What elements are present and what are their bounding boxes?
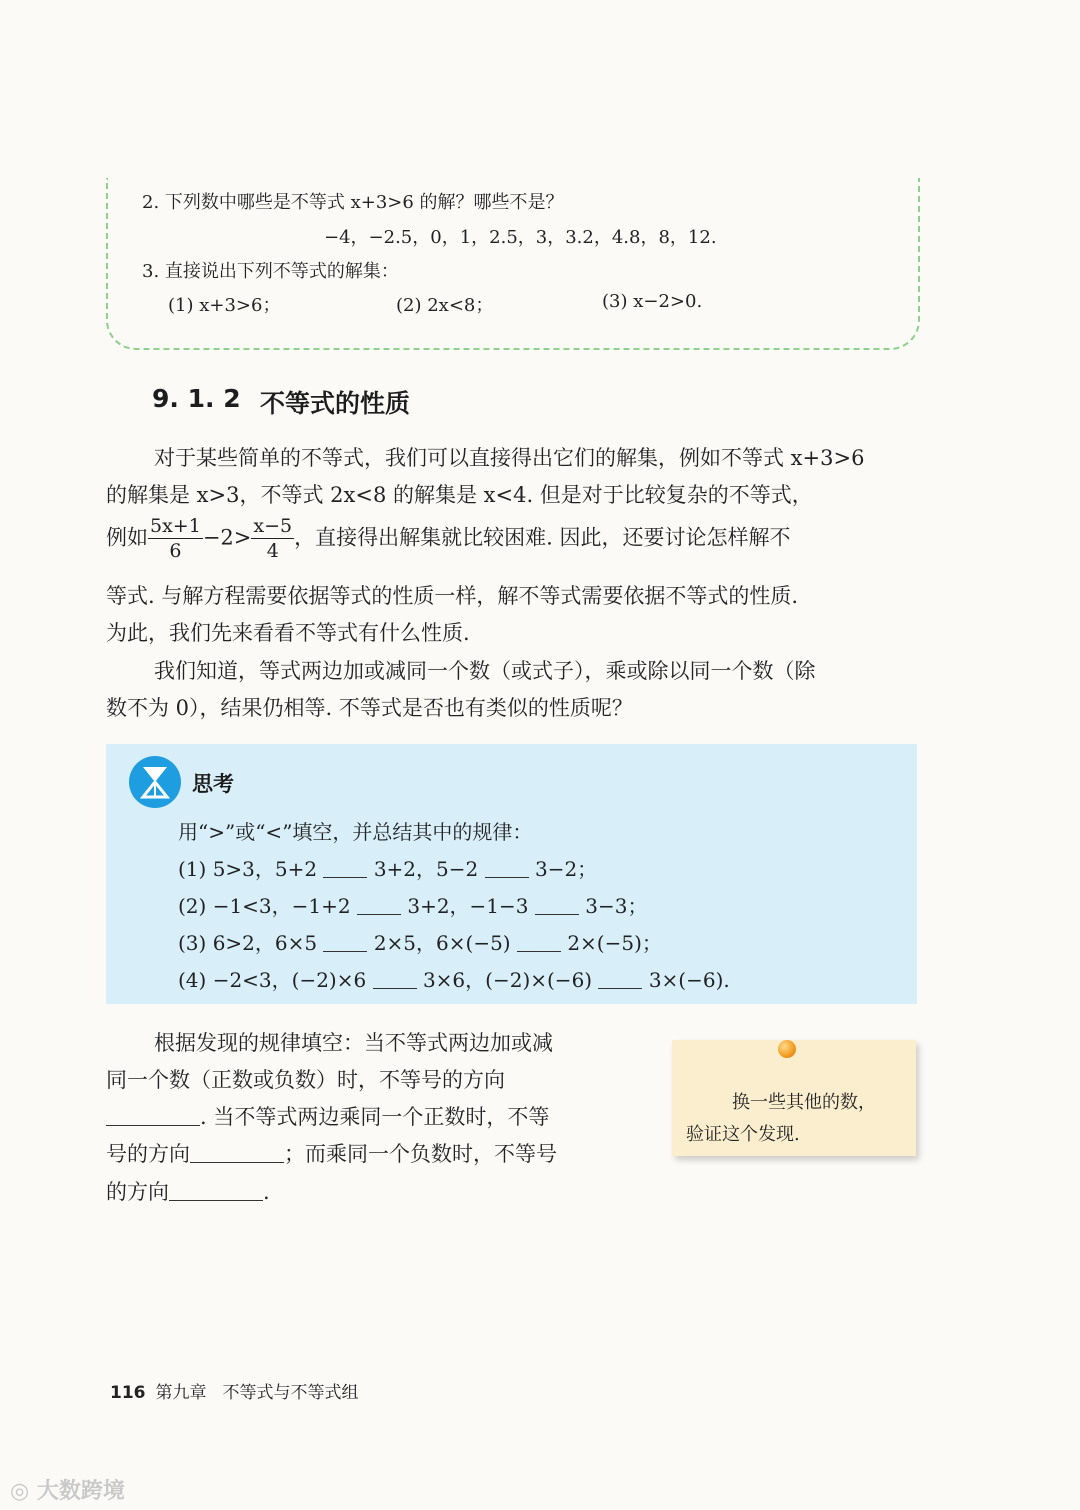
blank-fill-3	[169, 1179, 263, 1201]
think-item-1	[178, 853, 597, 882]
body-line-3-pre: 例如	[106, 525, 148, 550]
note-line-2: 验证这个发现.	[686, 1124, 800, 1145]
blank-2a	[357, 894, 401, 915]
think-item-1-c: 3−2；	[534, 857, 598, 881]
page-footer	[110, 1378, 359, 1403]
exercise-3-part-1: (1) x+3>6；	[168, 295, 281, 316]
fill-line-5-a: 的方向	[106, 1180, 169, 1204]
section-title: 不等式的性质	[260, 389, 411, 418]
fraction-2-numerator: x−5	[253, 515, 293, 537]
fill-line-4	[106, 1138, 557, 1168]
watermark-logo-icon: ◎	[10, 1479, 37, 1504]
think-item-3-c: 2×(−5)；	[567, 931, 662, 955]
body-line-4: 等式. 与解方程需要依据等式的性质一样，解不等式需要依据不等式的性质.	[106, 584, 799, 608]
blank-3b	[517, 931, 561, 952]
body-line-6: 我们知道，等式两边加或减同一个数（或式子），乘或除以同一个数（除	[154, 659, 816, 683]
think-item-1-a: (1) 5>3，5+2	[178, 857, 318, 881]
body-line-7: 数不为 0），结果仍相等. 不等式是否也有类似的性质呢？	[106, 696, 633, 720]
think-item-1-b: 3+2，5−2	[373, 857, 479, 881]
fill-line-5	[106, 1176, 270, 1206]
body-line-3	[106, 517, 790, 561]
think-item-4-c: 3×(−6).	[648, 968, 730, 992]
exercise-3-part-2: (2) 2x<8；	[396, 295, 494, 316]
watermark-text: 大数跨境	[36, 1479, 125, 1504]
fill-line-4-b: ；而乘同一个负数时，不等号	[284, 1142, 557, 1166]
body-line-3-mid: −2>	[202, 525, 252, 550]
blank-4a	[373, 968, 417, 989]
body-line-5: 为此，我们先来看看不等式有什么性质.	[106, 621, 470, 645]
fill-line-3-text: . 当不等式两边乘同一个正数时，不等	[200, 1105, 550, 1129]
section-number: 9. 1. 2	[152, 384, 241, 413]
exercise-2: 2. 下列数中哪些是不等式 x+3>6 的解？哪些不是？	[142, 192, 564, 213]
exercise-2-values: −4，−2.5，0，1，2.5，3，3.2，4.8，8，12.	[324, 227, 717, 248]
think-title: 思考	[192, 772, 234, 796]
think-item-3-b: 2×5，6×(−5)	[373, 931, 511, 955]
fill-line-4-a: 号的方向	[106, 1142, 190, 1166]
think-intro: 用“>”或“<”填空，并总结其中的规律：	[178, 820, 533, 844]
chapter-title: 不等式与不等式组	[222, 1383, 359, 1403]
fill-line-3	[106, 1101, 549, 1131]
blank-fill-1	[106, 1104, 200, 1126]
body-line-1: 对于某些简单的不等式，我们可以直接得出它们的解集，例如不等式 x+3>6	[154, 446, 865, 470]
think-item-4-a: (4) −2<3，(−2)×6	[178, 968, 367, 992]
think-item-2-c: 3−3；	[585, 894, 648, 918]
fraction-1-numerator: 5x+1	[150, 515, 201, 537]
think-item-3	[178, 927, 662, 956]
fill-line-1: 根据发现的规律填空：当不等式两边加或减	[154, 1031, 553, 1055]
body-line-3-post: ，直接得出解集就比较困难. 因此，还要讨论怎样解不	[294, 525, 791, 550]
watermark	[10, 1474, 125, 1505]
hourglass-icon	[128, 755, 182, 809]
fill-line-5-b: .	[263, 1180, 270, 1204]
think-item-2-a: (2) −1<3，−1+2	[178, 894, 351, 918]
fraction-2	[251, 517, 294, 561]
fill-line-2: 同一个数（正数或负数）时，不等号的方向	[106, 1068, 505, 1092]
think-item-2-b: 3+2，−1−3	[407, 894, 529, 918]
blank-1b	[485, 857, 529, 878]
fraction-1	[148, 517, 203, 561]
exercise-3: 3. 直接说出下列不等式的解集：	[142, 261, 399, 282]
pushpin-icon	[778, 1040, 796, 1058]
fraction-1-denominator: 6	[169, 540, 182, 562]
chapter-label: 第九章	[155, 1383, 207, 1403]
body-line-2: 的解集是 x>3，不等式 2x<8 的解集是 x<4. 但是对于比较复杂的不等式，	[106, 483, 813, 507]
think-item-4-b: 3×6，(−2)×(−6)	[422, 968, 593, 992]
blank-2b	[535, 894, 579, 915]
exercise-3-part-3: (3) x−2>0.	[602, 291, 703, 312]
blank-fill-2	[190, 1141, 284, 1163]
think-item-2	[178, 890, 647, 919]
blank-3a	[323, 931, 367, 952]
fraction-2-denominator: 4	[266, 540, 279, 562]
blank-1a	[323, 857, 367, 878]
note-line-1: 换一些其他的数，	[732, 1092, 876, 1113]
page-number: 116	[110, 1383, 146, 1403]
think-item-4	[178, 964, 730, 993]
think-item-3-a: (3) 6>2，6×5	[178, 931, 318, 955]
blank-4b	[598, 968, 642, 989]
